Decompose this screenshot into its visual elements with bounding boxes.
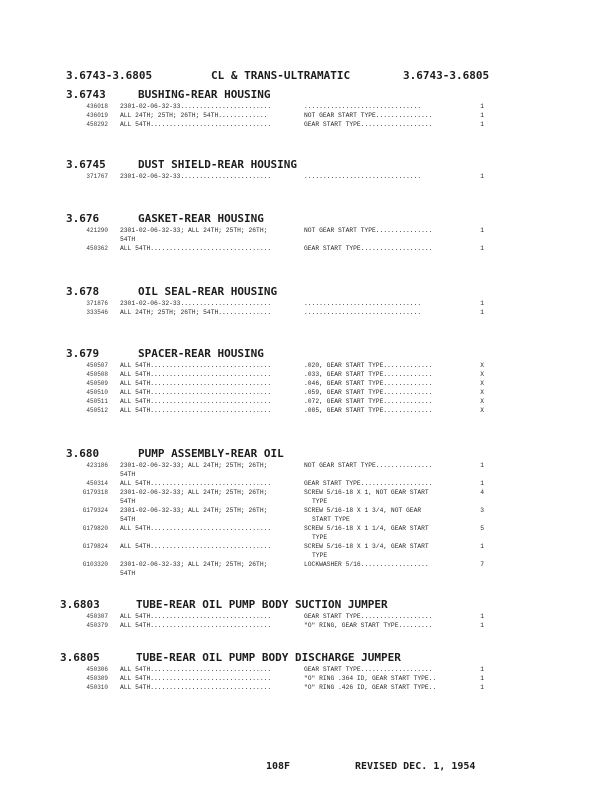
section-number: 3.6745 <box>66 158 106 171</box>
part-row <box>0 308 612 317</box>
part-row <box>0 542 612 560</box>
applicability <box>120 612 302 621</box>
part-description <box>304 388 470 397</box>
section-title: BUSHING-REAR HOUSING <box>138 88 271 101</box>
part-row <box>0 361 612 370</box>
quantity: 1 <box>480 613 484 620</box>
catalog-section <box>0 212 612 253</box>
description-line: GEAR START TYPE................... <box>304 480 433 487</box>
applicability <box>120 102 302 111</box>
section-number: 3.6805 <box>60 651 100 664</box>
part-description <box>304 560 470 569</box>
quantity: X <box>480 362 484 369</box>
part-description <box>304 621 470 630</box>
part-description <box>304 665 470 674</box>
section-title: PUMP ASSEMBLY-REAR OIL <box>138 447 284 460</box>
part-number: G179824 <box>82 543 108 550</box>
applicability <box>120 379 302 388</box>
description-line: ............................... <box>304 103 422 110</box>
part-number: G179820 <box>82 525 108 532</box>
header-range-left: 3.6743-3.6805 <box>66 69 153 82</box>
part-description <box>304 406 470 415</box>
part-row <box>0 488 612 506</box>
quantity: X <box>480 371 484 378</box>
applicability-line: 2301-02-06-32-33; ALL 24TH; 25TH; 26TH; <box>120 507 268 514</box>
section-title: DUST SHIELD-REAR HOUSING <box>138 158 297 171</box>
quantity: 1 <box>480 245 484 252</box>
part-row <box>0 111 612 120</box>
description-line: ............................... <box>304 173 422 180</box>
quantity: 1 <box>480 300 484 307</box>
part-description <box>304 479 470 488</box>
part-number: 450314 <box>86 480 108 487</box>
applicability-line: 2301-02-06-32-33; ALL 24TH; 25TH; 26TH; <box>120 227 268 234</box>
part-number: G179324 <box>82 507 108 514</box>
part-number: 450307 <box>86 613 108 620</box>
part-row <box>0 244 612 253</box>
part-row <box>0 120 612 129</box>
section-heading <box>0 285 612 299</box>
description-line-2: TYPE <box>312 498 328 505</box>
part-row <box>0 612 612 621</box>
part-description <box>304 683 470 692</box>
quantity: X <box>480 407 484 414</box>
catalog-section <box>0 158 612 181</box>
part-row <box>0 479 612 488</box>
part-number: 450508 <box>86 371 108 378</box>
applicability <box>120 244 302 253</box>
description-line: .059, GEAR START TYPE............. <box>304 389 433 396</box>
section-number: 3.679 <box>66 347 100 360</box>
applicability-line: ALL 54TH................................ <box>120 525 272 532</box>
section-title: GASKET-REAR HOUSING <box>138 212 264 225</box>
section-heading <box>0 598 612 612</box>
description-line: SCREW 5/16-18 X 1 3/4, GEAR START <box>304 543 429 550</box>
quantity: 3 <box>480 507 484 514</box>
header-range-right: 3.6743-3.6805 <box>403 69 490 82</box>
applicability <box>120 120 302 129</box>
part-row <box>0 299 612 308</box>
quantity: X <box>480 389 484 396</box>
applicability <box>120 560 302 578</box>
part-number: 450512 <box>86 407 108 414</box>
description-line: GEAR START TYPE................... <box>304 613 433 620</box>
part-description <box>304 120 470 129</box>
part-row <box>0 388 612 397</box>
applicability-line: ALL 54TH................................ <box>120 613 272 620</box>
applicability <box>120 388 302 397</box>
applicability <box>120 506 302 524</box>
applicability-line-2: 54TH <box>120 236 136 243</box>
quantity: X <box>480 380 484 387</box>
applicability-line-2: 54TH <box>120 498 136 505</box>
applicability <box>120 226 302 244</box>
section-title: OIL SEAL-REAR HOUSING <box>138 285 278 298</box>
section-heading <box>0 651 612 665</box>
description-line: .033, GEAR START TYPE............. <box>304 371 433 378</box>
part-number: 371876 <box>86 300 108 307</box>
part-row <box>0 461 612 479</box>
quantity: 1 <box>480 112 484 119</box>
description-line: "O" RING .364 ID, GEAR START TYPE.. <box>304 675 437 682</box>
part-row <box>0 102 612 111</box>
applicability-line: ALL 54TH................................ <box>120 480 272 487</box>
section-number: 3.678 <box>66 285 100 298</box>
description-line: "O" RING, GEAR START TYPE......... <box>304 622 433 629</box>
description-line: .072, GEAR START TYPE............. <box>304 398 433 405</box>
applicability-line: ALL 54TH................................ <box>120 684 272 691</box>
description-line: SCREW 5/16-18 X 1, NOT GEAR START <box>304 489 429 496</box>
part-number: 450310 <box>86 684 108 691</box>
part-number: 436019 <box>86 112 108 119</box>
part-number: 333546 <box>86 309 108 316</box>
applicability <box>120 397 302 406</box>
part-number: 436018 <box>86 103 108 110</box>
section-title: SPACER-REAR HOUSING <box>138 347 264 360</box>
description-line: NOT GEAR START TYPE............... <box>304 112 433 119</box>
applicability-line: ALL 54TH................................ <box>120 371 272 378</box>
applicability-line: 2301-02-06-32-33; ALL 24TH; 25TH; 26TH; <box>120 489 268 496</box>
applicability-line: ALL 24TH; 25TH; 26TH; 54TH............. <box>120 112 268 119</box>
part-description <box>304 244 470 253</box>
applicability-line: ALL 54TH................................ <box>120 543 272 550</box>
description-line: GEAR START TYPE................... <box>304 666 433 673</box>
description-line: NOT GEAR START TYPE............... <box>304 227 433 234</box>
applicability-line: 2301-02-06-32-33; ALL 24TH; 25TH; 26TH; <box>120 561 268 568</box>
applicability-line: 2301-02-06-32-33........................ <box>120 173 272 180</box>
applicability-line: ALL 54TH................................ <box>120 622 272 629</box>
catalog-section <box>0 598 612 630</box>
quantity: X <box>480 398 484 405</box>
part-number: 423186 <box>86 462 108 469</box>
description-line: LOCKWASHER 5/16.................. <box>304 561 429 568</box>
section-number: 3.680 <box>66 447 100 460</box>
quantity: 1 <box>480 462 484 469</box>
part-number: 458292 <box>86 121 108 128</box>
section-heading <box>0 347 612 361</box>
part-description <box>304 674 470 683</box>
quantity: 1 <box>480 675 484 682</box>
description-line: GEAR START TYPE................... <box>304 245 433 252</box>
page-number: 108F <box>266 761 291 772</box>
applicability-line: ALL 54TH................................ <box>120 666 272 673</box>
quantity: 1 <box>480 543 484 550</box>
description-line: .046, GEAR START TYPE............. <box>304 380 433 387</box>
description-line: .020, GEAR START TYPE............. <box>304 362 433 369</box>
applicability-line-2: 54TH <box>120 570 136 577</box>
description-line: SCREW 5/16-18 X 1 3/4, NOT GEAR <box>304 507 422 514</box>
header-title: CL & TRANS-ULTRAMATIC <box>211 69 351 82</box>
applicability-line: ALL 54TH................................ <box>120 362 272 369</box>
quantity: 1 <box>480 309 484 316</box>
part-description <box>304 612 470 621</box>
part-number: 450309 <box>86 675 108 682</box>
applicability-line: 2301-02-06-32-33........................ <box>120 300 272 307</box>
applicability <box>120 172 302 181</box>
part-description <box>304 506 470 524</box>
description-line-2: TYPE <box>312 552 328 559</box>
applicability <box>120 299 302 308</box>
part-row <box>0 506 612 524</box>
applicability <box>120 461 302 479</box>
applicability <box>120 370 302 379</box>
section-number: 3.6803 <box>60 598 100 611</box>
applicability <box>120 524 302 533</box>
part-description <box>304 111 470 120</box>
part-row <box>0 674 612 683</box>
part-row <box>0 379 612 388</box>
part-description <box>304 102 470 111</box>
quantity: 7 <box>480 561 484 568</box>
applicability <box>120 683 302 692</box>
part-row <box>0 370 612 379</box>
section-title: TUBE-REAR OIL PUMP BODY SUCTION JUMPER <box>136 598 388 611</box>
description-line-2: TYPE <box>312 534 328 541</box>
part-number: G103320 <box>82 561 108 568</box>
description-line: GEAR START TYPE................... <box>304 121 433 128</box>
section-heading <box>0 447 612 461</box>
section-number: 3.6743 <box>66 88 106 101</box>
part-row <box>0 172 612 181</box>
description-line: SCREW 5/16-18 X 1 1/4, GEAR START <box>304 525 429 532</box>
applicability <box>120 542 302 551</box>
description-line-2: START TYPE <box>312 516 350 523</box>
section-heading <box>0 88 612 102</box>
quantity: 1 <box>480 103 484 110</box>
applicability-line: ALL 54TH................................ <box>120 398 272 405</box>
applicability <box>120 308 302 317</box>
quantity: 1 <box>480 622 484 629</box>
part-description <box>304 226 470 235</box>
part-row <box>0 665 612 674</box>
applicability-line: ALL 54TH................................ <box>120 675 272 682</box>
applicability-line: ALL 54TH................................ <box>120 121 272 128</box>
applicability <box>120 111 302 120</box>
quantity: 1 <box>480 121 484 128</box>
applicability <box>120 361 302 370</box>
catalog-section <box>0 88 612 129</box>
part-description <box>304 379 470 388</box>
applicability-line: ALL 54TH................................ <box>120 407 272 414</box>
catalog-section <box>0 347 612 415</box>
applicability <box>120 621 302 630</box>
part-description <box>304 308 470 317</box>
section-number: 3.676 <box>66 212 100 225</box>
part-row <box>0 397 612 406</box>
quantity: 4 <box>480 489 484 496</box>
description-line: ............................... <box>304 300 422 307</box>
part-row <box>0 406 612 415</box>
part-description <box>304 397 470 406</box>
section-title: TUBE-REAR OIL PUMP BODY DISCHARGE JUMPER <box>136 651 401 664</box>
part-number: 450509 <box>86 380 108 387</box>
part-description <box>304 172 470 181</box>
part-row <box>0 226 612 244</box>
applicability-line-2: 54TH <box>120 471 136 478</box>
catalog-section <box>0 651 612 692</box>
section-heading <box>0 158 612 172</box>
part-description <box>304 461 470 470</box>
quantity: 1 <box>480 666 484 673</box>
applicability <box>120 479 302 488</box>
part-row <box>0 621 612 630</box>
part-description <box>304 299 470 308</box>
part-number: 450511 <box>86 398 108 405</box>
part-description <box>304 370 470 379</box>
applicability-line: 2301-02-06-32-33........................ <box>120 103 272 110</box>
part-number: 450507 <box>86 362 108 369</box>
part-description <box>304 524 470 542</box>
page-header <box>66 69 490 83</box>
applicability <box>120 488 302 506</box>
part-number: G179318 <box>82 489 108 496</box>
revision-date: REVISED DEC. 1, 1954 <box>355 761 476 772</box>
applicability-line: 2301-02-06-32-33; ALL 24TH; 25TH; 26TH; <box>120 462 268 469</box>
applicability-line: ALL 54TH................................ <box>120 389 272 396</box>
applicability-line: ALL 54TH................................ <box>120 380 272 387</box>
quantity: 1 <box>480 173 484 180</box>
quantity: 1 <box>480 480 484 487</box>
catalog-section <box>0 447 612 578</box>
part-number: 450379 <box>86 622 108 629</box>
catalog-section <box>0 285 612 317</box>
part-number: 450306 <box>86 666 108 673</box>
description-line: .085, GEAR START TYPE............. <box>304 407 433 414</box>
description-line: NOT GEAR START TYPE............... <box>304 462 433 469</box>
part-number: 450510 <box>86 389 108 396</box>
applicability <box>120 406 302 415</box>
quantity: 1 <box>480 684 484 691</box>
part-number: 421290 <box>86 227 108 234</box>
quantity: 1 <box>480 227 484 234</box>
part-row <box>0 524 612 542</box>
page-footer <box>0 761 612 775</box>
description-line: ............................... <box>304 309 422 316</box>
part-description <box>304 488 470 506</box>
part-row <box>0 560 612 578</box>
applicability <box>120 665 302 674</box>
part-number: 450362 <box>86 245 108 252</box>
description-line: "O" RING .426 ID, GEAR START TYPE.. <box>304 684 437 691</box>
applicability-line-2: 54TH <box>120 516 136 523</box>
quantity: 5 <box>480 525 484 532</box>
applicability-line: ALL 54TH................................ <box>120 245 272 252</box>
part-row <box>0 683 612 692</box>
part-number: 371767 <box>86 173 108 180</box>
section-heading <box>0 212 612 226</box>
part-description <box>304 361 470 370</box>
applicability <box>120 674 302 683</box>
part-description <box>304 542 470 560</box>
applicability-line: ALL 24TH; 25TH; 26TH; 54TH.............. <box>120 309 272 316</box>
